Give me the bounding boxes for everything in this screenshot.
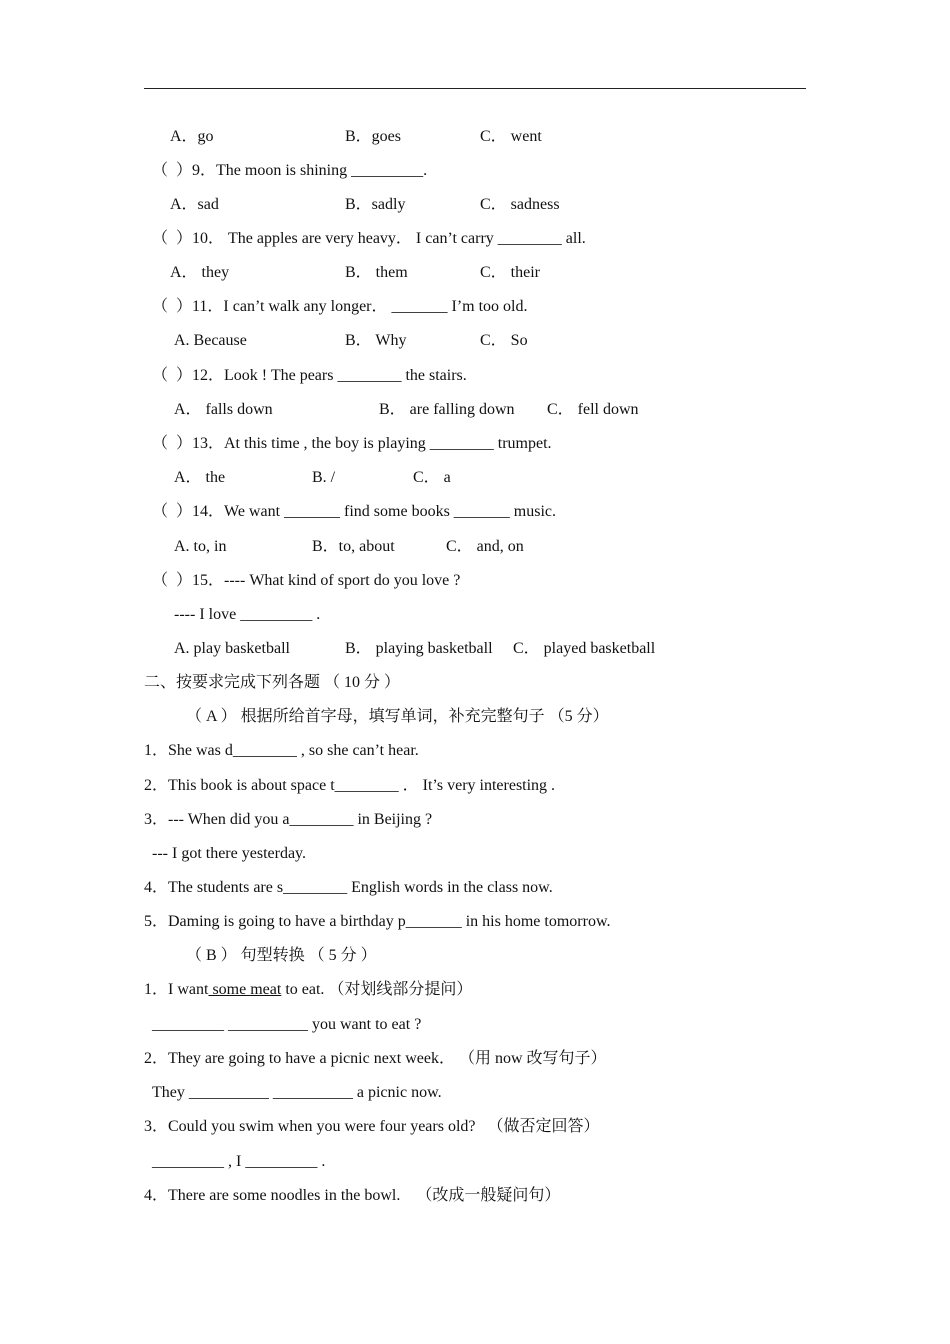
b1-pre: 1．I want [144, 981, 209, 998]
q15-opt-a: A. play basketball [174, 640, 290, 657]
b3: 3．Could you swim when you were four years old? （做否定回答） [144, 1118, 600, 1135]
b1-question [144, 980, 472, 1000]
q12-opt-a: A． falls down [174, 401, 273, 418]
a4: 4．The students are s________ English words in the class now. [144, 879, 553, 896]
q14-opt-c: C． and, on [446, 538, 524, 555]
header-rule [144, 88, 806, 89]
a1: 1．She was d________ , so she can’t hear. [144, 742, 419, 759]
q8-opt-a: A．go [170, 128, 214, 145]
section-2-heading: 二、按要求完成下列各题 （ 10 分 ） [144, 674, 401, 691]
part-b-heading: （ B ） 句型转换 （ 5 分 ） [186, 947, 377, 964]
a2: 2．This book is about space t________ ． It’s very interesting . [144, 777, 556, 794]
q14: （ ）14．We want _______ find some books _______ music. [152, 503, 557, 520]
q13-opt-a: A． the [174, 469, 226, 486]
q14-opt-b: B．to, about [312, 538, 395, 555]
b2-reply: They __________ __________ a picnic now. [152, 1084, 442, 1101]
q10-opt-a: A． they [170, 264, 230, 281]
a5: 5．Daming is going to have a birthday p_______ in his home tomorrow. [144, 913, 611, 930]
q15-reply: ---- I love _________ . [174, 606, 321, 623]
q15-opt-b: B． playing basketball [345, 640, 493, 657]
q11-opt-a: A. Because [174, 332, 247, 349]
q12-opt-c: C． fell down [547, 401, 639, 418]
b2: 2．They are going to have a picnic next week． （用 now 改写句子） [144, 1050, 607, 1067]
b4: 4．There are some noodles in the bowl. （改成一般疑问句） [144, 1187, 561, 1204]
a3: 3．--- When did you a________ in Beijing ? [144, 811, 433, 828]
q10-opt-c: C． their [480, 264, 540, 281]
part-a-heading: （ A ） 根据所给首字母，填写单词，补充完整句子 （5 分） [186, 708, 609, 725]
q11-opt-b: B． Why [345, 332, 407, 349]
b1-reply: _________ __________ you want to eat ? [152, 1016, 422, 1033]
q11: （ ）11．I can’t walk any longer． _______ I’m too old. [152, 298, 528, 315]
q14-opt-a: A. to, in [174, 538, 227, 555]
q13: （ ）13．At this time , the boy is playing ________ trumpet. [152, 435, 552, 452]
b1-post: to eat. （对划线部分提问） [281, 981, 473, 998]
b1-underlined: some meat [208, 981, 282, 998]
q12-opt-b: B． are falling down [379, 401, 515, 418]
q10-opt-b: B． them [345, 264, 408, 281]
q12: （ ）12．Look ! The pears ________ the stairs. [152, 367, 467, 384]
b3-reply: _________ , I _________ . [152, 1153, 326, 1170]
q11-opt-c: C． So [480, 332, 528, 349]
q15: （ ）15．---- What kind of sport do you love ? [152, 572, 461, 589]
q9-opt-b: B．sadly [345, 196, 406, 213]
q9-opt-c: C． sadness [480, 196, 560, 213]
q8-opt-b: B．goes [345, 128, 402, 145]
q8-opt-c: C． went [480, 128, 542, 145]
q15-opt-c: C． played basketball [513, 640, 656, 657]
q13-opt-b: B. / [312, 469, 336, 486]
q10: （ ）10． The apples are very heavy． I can’t carry ________ all. [152, 230, 586, 247]
q9-opt-a: A．sad [170, 196, 219, 213]
q13-opt-c: C． a [413, 469, 451, 486]
q9: （ ）9．The moon is shining _________. [152, 162, 428, 179]
a3-reply: --- I got there yesterday. [152, 845, 306, 862]
